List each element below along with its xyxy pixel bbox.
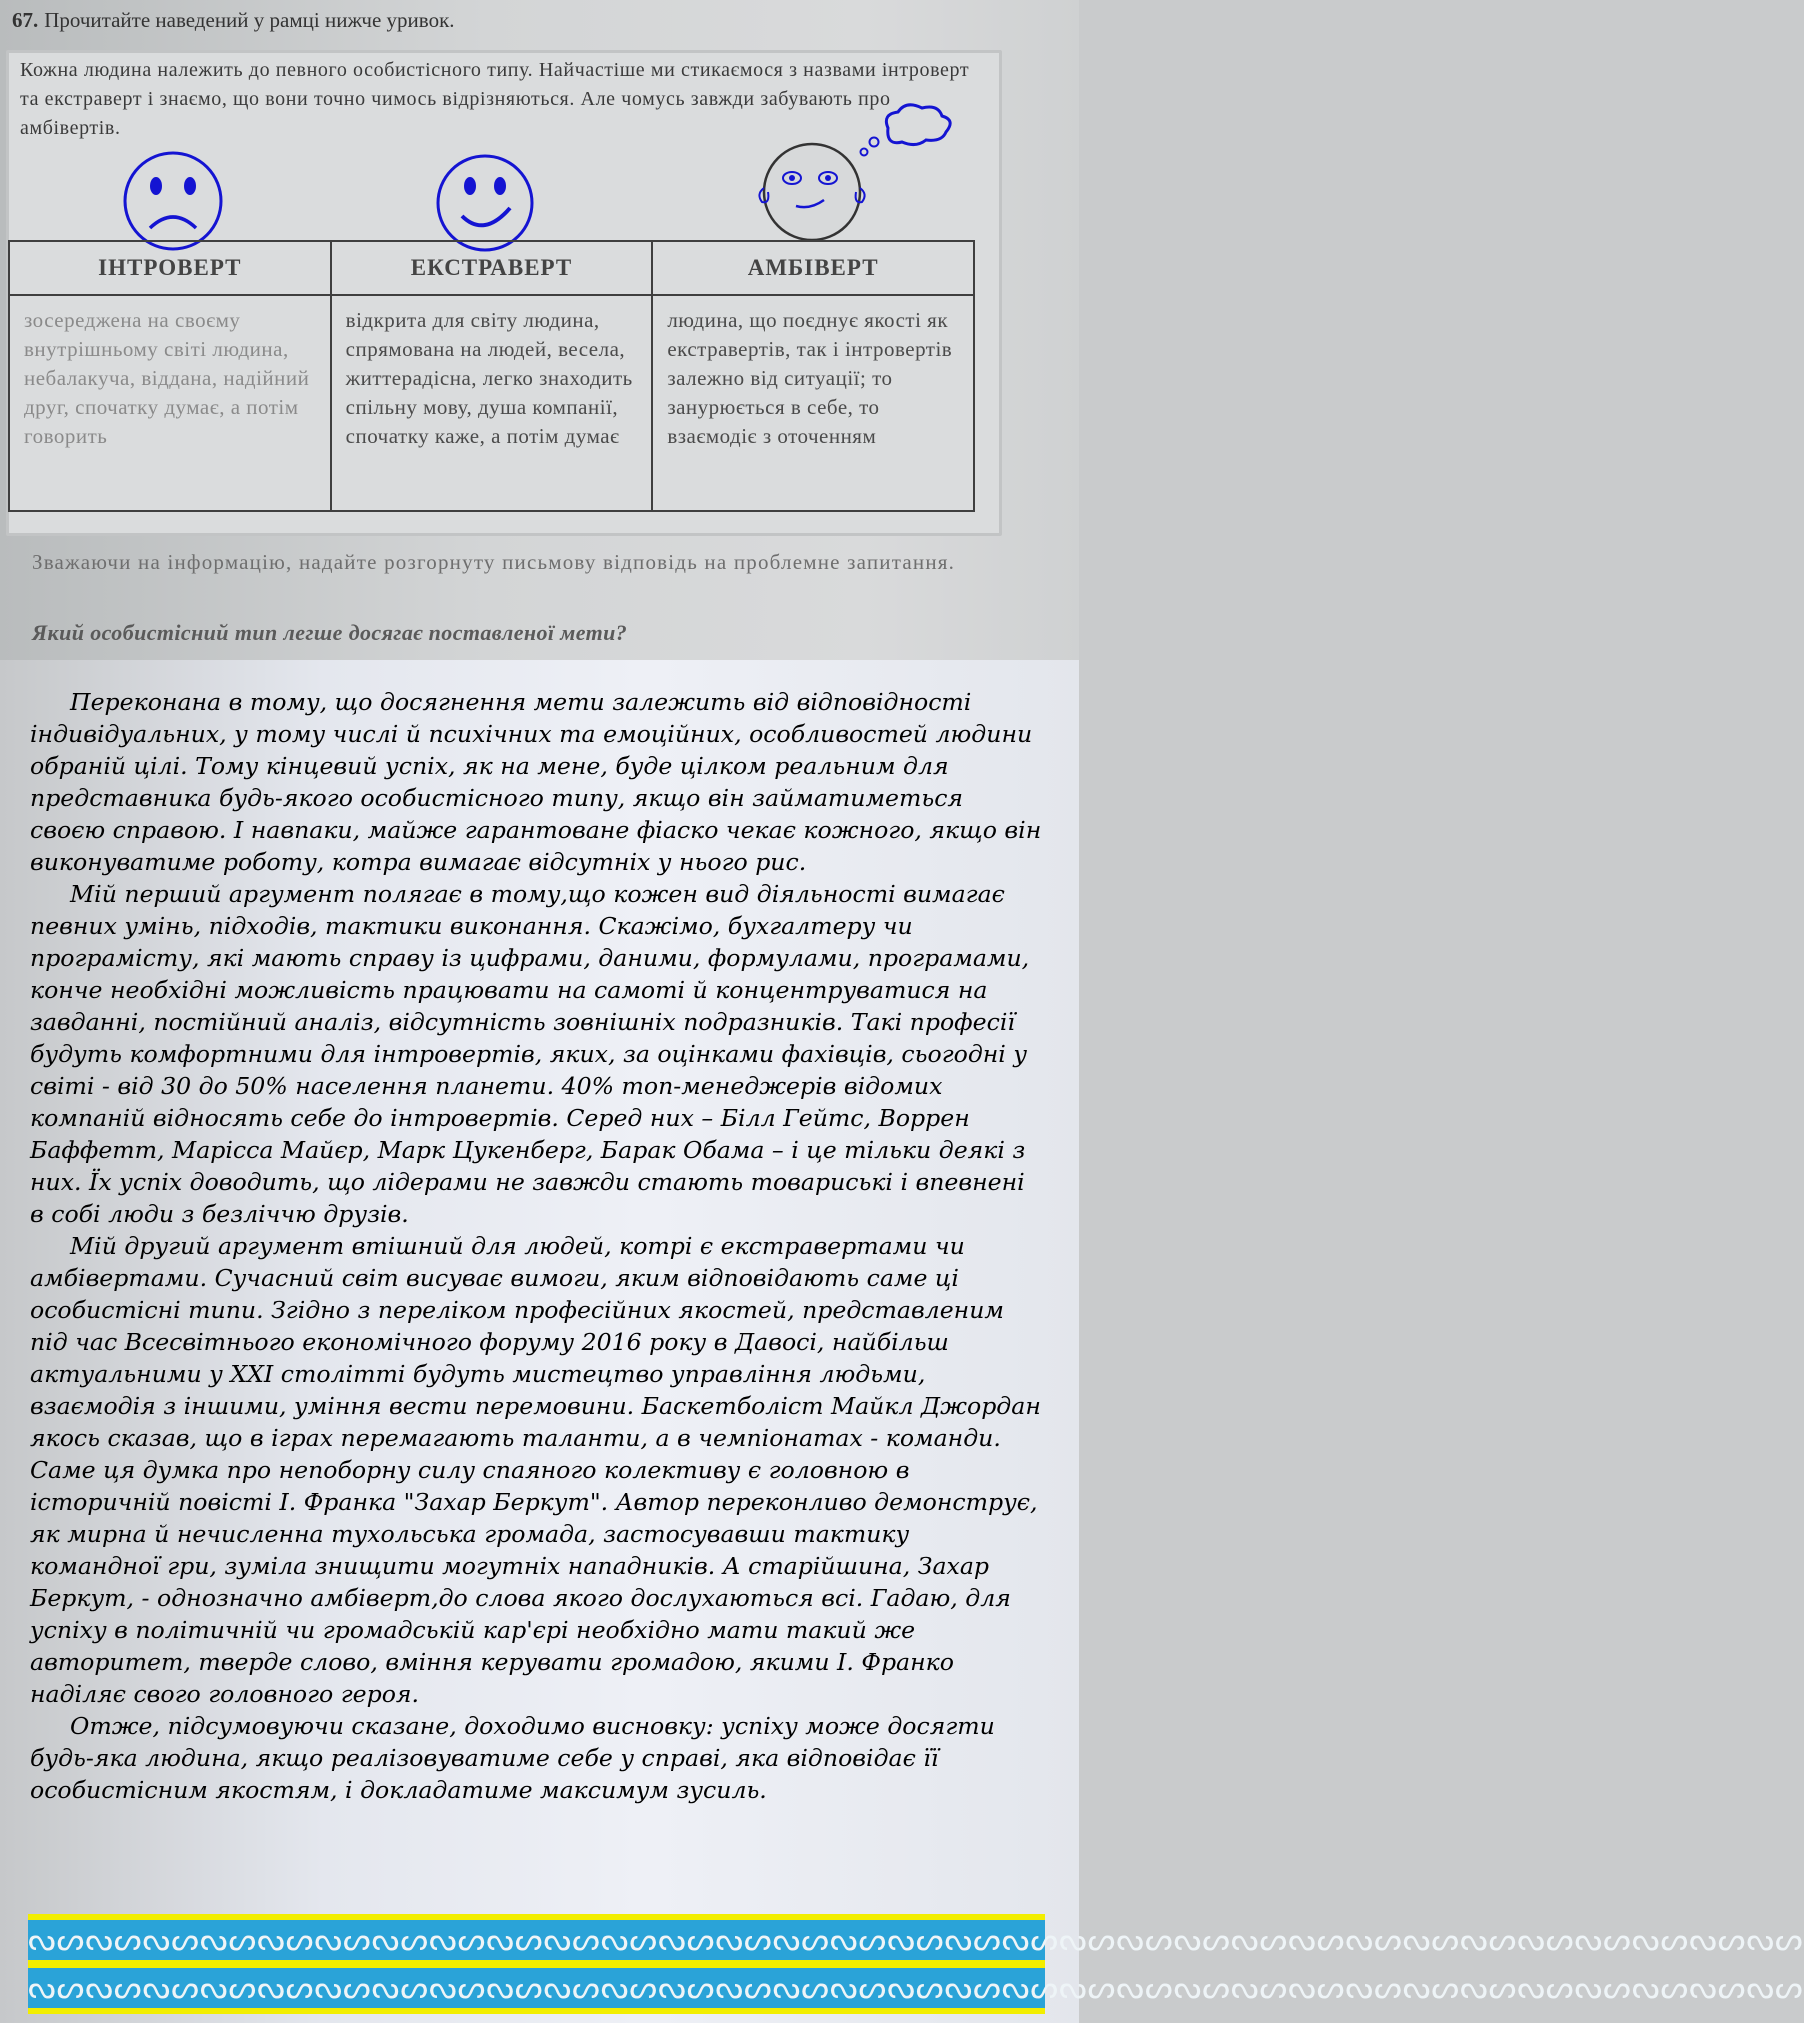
problem-question: Який особистісний тип легше досягає поставленої мети? xyxy=(32,620,628,645)
ornament-wave-icon: ᔓᔕᔓᔕᔓᔕᔓᔕᔓᔕᔓᔕᔓᔕᔓᔕᔓᔕᔓᔕᔓᔕᔓᔕᔓᔕᔓᔕᔓᔕᔓᔕᔓᔕᔓᔕᔓᔕᔓᔕᔓᔕᔓᔕᔓᔕᔓᔕᔓᔕᔓᔕᔓᔕᔓᔕᔓᔕᔓᔕᔓᔕ xyxy=(28,1970,1804,2006)
textbook-scan xyxy=(0,0,1079,660)
essay-paragraph: Мій другий аргумент втішний для людей, котрі є екстравертами чи амбівертами. Сучасний світ висуває вимоги, яким відповідають саме ці особистісні типи. Згідно з переліком професійних якостей, представленим під час Всесвітнього економічного форуму 2016 року в Давосі, найбільш актуальними у XXI столітті будуть мистецтво управління людьми, взаємодія з іншими, уміння вести перемовини. Баскетболіст Майкл Джордан якось сказав, що в іграх перемагають таланти, а в чемпіонатах - команди. Саме ця думка про непоборну силу спаяного колективу є головною в історичній повісті І. Франка "Захар Беркут". Автор переконливо демонструє, як мирна й нечисленна тухольська громада, застосувавши тактику командної гри, зуміла знищити могутніх нападників. А старійшина, Захар Беркут, - однозначно амбіверт,до слова якого дослухаються всі. Гадаю, для успіху в політичній чи громадській кар'єрі необхідно мати такий же авторитет, тверде слово, вміння керувати громадою, якими І. Франко наділяє свого головного героя. xyxy=(30,1232,1041,1708)
happy-face-icon xyxy=(434,152,536,254)
cell-ambivert: людина, що поєднує якості як екстравертів, так і інтровертів залежно від ситуації; то занурюється в себе, то взаємодіє з оточенням xyxy=(652,295,974,511)
sad-face-icon xyxy=(120,148,226,254)
header-ambivert: АМБІВЕРТ xyxy=(652,241,974,295)
essay-paragraph: Отже, підсумовуючи сказане, доходимо висновку: успіху може досягти будь-яка людина, якщо реалізовуватиме себе у справі, яка відповідає її особистісним якостям, і докладатиме максимум зусиль. xyxy=(30,1712,995,1804)
cell-introvert: зосереджена на своєму внутрішньому світі людина, небалакуча, віддана, надійний друг, спочатку думає, а потім говорить xyxy=(9,295,331,511)
thinking-face-icon xyxy=(752,100,962,250)
essay xyxy=(30,686,1045,1806)
essay-paragraph: Мій перший аргумент полягає в тому,що кожен вид діяльності вимагає певних умінь, підходів, тактики виконання. Скажімо, бухгалтеру чи програмісту, які мають справу із цифрами, даними, формулами, програмами, конче необхідні можливість працювати на самоті й концентруватися на завданні, постійний аналіз, відсутність зовнішніх подразників. Такі професії будуть комфортними для інтровертів, яких, за оцінками фахівців, сьогодні у світі - від 30 до 50% населення планети. 40% топ-менеджерів відомих компаній відносять себе до інтровертів. Серед них – Білл Гейтс, Воррен Баффетт, Марісса Майєр, Марк Цукенберг, Барак Обама – і це тільки деякі з них. Їх успіх доводить, що лідерами не завжди стають товариські і впевнені в собі люди з безліччю друзів. xyxy=(30,880,1030,1228)
ornament-wave-icon: ᔓᔕᔓᔕᔓᔕᔓᔕᔓᔕᔓᔕᔓᔕᔓᔕᔓᔕᔓᔕᔓᔕᔓᔕᔓᔕᔓᔕᔓᔕᔓᔕᔓᔕᔓᔕᔓᔕᔓᔕᔓᔕᔓᔕᔓᔕᔓᔕᔓᔕᔓᔕᔓᔕᔓᔕᔓᔕᔓᔕᔓᔕ xyxy=(28,1922,1804,1958)
personality-types-table xyxy=(8,240,975,512)
task-instruction: Прочитайте наведений у рамці нижче уривок. xyxy=(44,8,455,32)
ornament-border xyxy=(28,1914,1804,2014)
header-extravert: ЕКСТРАВЕРТ xyxy=(331,241,653,295)
task-heading xyxy=(12,8,455,33)
intro-text: Кожна людина належить до певного особистісного типу. Найчастіше ми стикаємося з назвами інтроверт та екстраверт і знаємо, що вони точно чимось відрізняються. Але чомусь завжди забувають про амбівертів. xyxy=(20,59,970,139)
task-number: 67. xyxy=(12,8,39,32)
table-row xyxy=(9,295,974,511)
cell-extravert: відкрита для світу людина, спрямована на людей, весела, життерадісна, легко знаходить спільну мову, душа компанії, спочатку каже, а потім думає xyxy=(331,295,653,511)
essay-paragraph: Переконана в тому, що досягнення мети залежить від відповідності індивідуальних, у тому числі й психічних та емоційних, особливостей людини обраній цілі. Тому кінцевий успіх, як на мене, буде цілком реальним для представника будь-якого особистісного типу, якщо він займатиметься своєю справою. І навпаки, майже гарантоване фіаско чекає кожного, якщо він виконуватиме роботу, котра вимагає відсутніх у нього рис. xyxy=(30,688,1042,876)
header-introvert: ІНТРОВЕРТ xyxy=(9,241,331,295)
table-header-row xyxy=(9,241,974,295)
question-lead: Зважаючи на інформацію, надайте розгорнуту письмову відповідь на проблемне запитання. xyxy=(32,550,956,574)
